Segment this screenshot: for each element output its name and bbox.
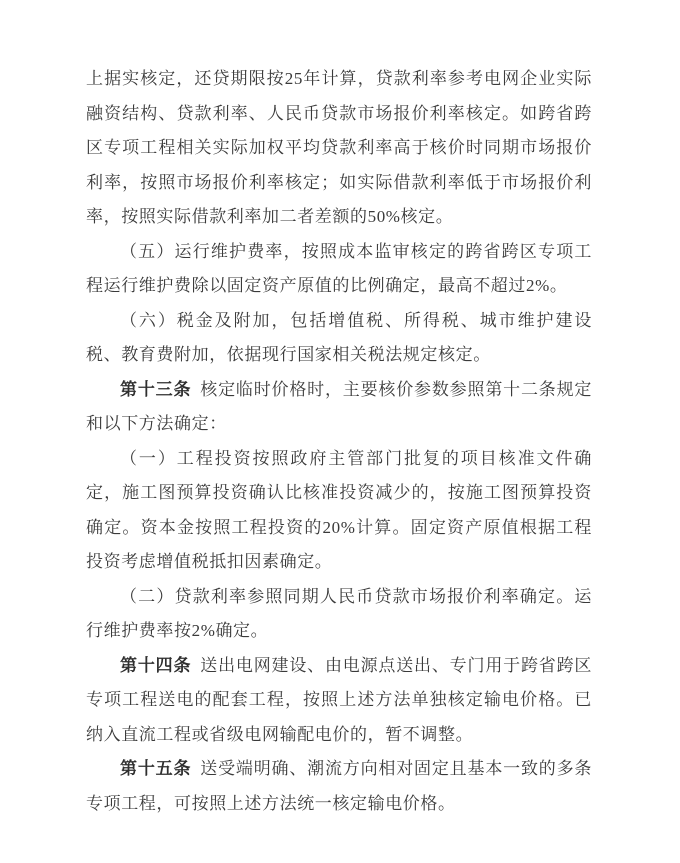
paragraph-text: （一）工程投资按照政府主管部门批复的项目核准文件确定，施工图预算投资确认比核准投资减少的，按施工图预算投资确定。资本金按照工程投资的20%计算。固定资产原值根据工程投资考虑增值税抵扣因素确定。 [86, 448, 592, 571]
paragraph [86, 649, 592, 753]
paragraph-text: （六）税金及附加，包括增值税、所得税、城市维护建设税、教育费附加，依据现行国家相关税法规定核定。 [86, 310, 592, 364]
paragraph-text: （二）贷款利率参照同期人民币贷款市场报价利率确定。运行维护费率按2%确定。 [86, 586, 592, 640]
paragraph [86, 235, 592, 304]
paragraph [86, 373, 592, 442]
paragraph-text: 上据实核定，还贷期限按25年计算，贷款利率参考电网企业实际融资结构、贷款利率、人民币贷款市场报价利率核定。如跨省跨区专项工程相关实际加权平均贷款利率高于核价时同期市场报价利率，按照市场报价利率核定；如实际借款利率低于市场报价利率，按照实际借款利率加二者差额的50%核定。 [86, 69, 592, 226]
paragraph-text: （五）运行维护费率，按照成本监审核定的跨省跨区专项工程运行维护费除以固定资产原值的比例确定，最高不超过2%。 [86, 241, 592, 295]
paragraph [86, 304, 592, 373]
paragraph [86, 752, 592, 821]
paragraph-text: 送受端明确、潮流方向相对固定且基本一致的多条专项工程，可按照上述方法统一核定输电价格。 [86, 759, 592, 813]
paragraph [86, 442, 592, 580]
paragraph [86, 580, 592, 649]
paragraph-text: 送出电网建设、由电源点送出、专门用于跨省跨区专项工程送电的配套工程，按照上述方法单独核定输电价格。已纳入直流工程或省级电网输配电价的，暂不调整。 [86, 655, 592, 744]
document-body [86, 62, 592, 821]
paragraph-text: 核定临时价格时，主要核价参数参照第十二条规定和以下方法确定： [86, 379, 592, 433]
paragraph [86, 62, 592, 235]
article-number: 第十四条 [120, 655, 192, 675]
article-number: 第十三条 [120, 379, 192, 399]
article-number: 第十五条 [120, 759, 192, 778]
